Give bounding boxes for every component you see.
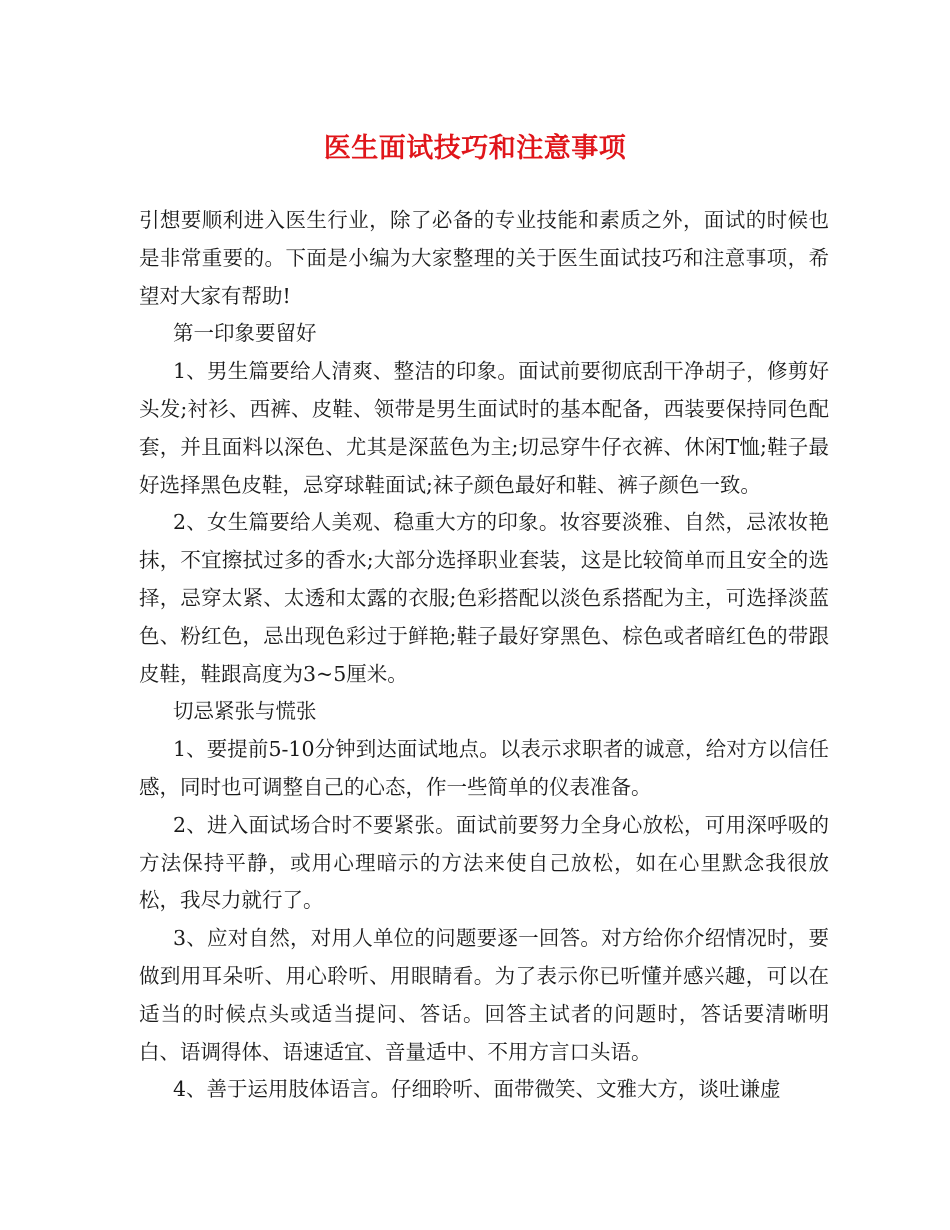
- section-heading-avoid-nervousness: 切忌紧张与慌张: [173, 699, 317, 724]
- paragraph-female-attire: 2、女生篇要给人美观、稳重大方的印象。妆容要淡雅、自然，忌浓妆艳抹，不宜擦拭过多的香水;大部分选择职业套装，这是比较简单而且安全的选择，忌穿太紧、太透和太露的衣服;色彩搭配以淡色系搭配为主，可选择淡蓝色、粉红色，忌出现色彩过于鲜艳;鞋子最好穿黑色、棕色或者暗红色的带跟皮鞋，鞋跟高度为3~5厘米。: [139, 510, 829, 686]
- section-heading-first-impression: 第一印象要留好: [173, 321, 317, 346]
- paragraph-arrive-early: 1、要提前5-10分钟到达面试地点。以表示求职者的诚意，给对方以信任感，同时也可调整自己的心态，作一些简单的仪表准备。: [139, 737, 829, 799]
- document-body: [139, 202, 829, 1109]
- paragraph-male-attire: 1、男生篇要给人清爽、整洁的印象。面试前要彻底刮干净胡子，修剪好头发;衬衫、西裤、皮鞋、领带是男生面试时的基本配备，西装要保持同色配套，并且面料以深色、尤其是深蓝色为主;切忌穿牛仔衣裤、休闲T恤;鞋子最好选择黑色皮鞋，忌穿球鞋面试;袜子颜色最好和鞋、裤子颜色一致。: [139, 359, 829, 497]
- paragraph-stay-calm: 2、进入面试场合时不要紧张。面试前要努力全身心放松，可用深呼吸的方法保持平静，或用心理暗示的方法来使自己放松，如在心里默念我很放松，我尽力就行了。: [139, 812, 829, 913]
- document-title: 医生面试技巧和注意事项: [323, 133, 627, 164]
- paragraph-respond-naturally: 3、应对自然，对用人单位的问题要逐一回答。对方给你介绍情况时，要做到用耳朵听、用心聆听、用眼睛看。为了表示你已听懂并感兴趣，可以在适当的时候点头或适当提问、答话。回答主试者的问题时，答话要清晰明白、语调得体、语速适宜、音量适中、不用方言口头语。: [139, 926, 829, 1064]
- paragraph-body-language: 4、善于运用肢体语言。仔细聆听、面带微笑、文雅大方，谈吐谦虚: [173, 1077, 781, 1102]
- intro-paragraph: 引想要顺利进入医生行业，除了必备的专业技能和素质之外，面试的时候也是非常重要的。下面是小编为大家整理的关于医生面试技巧和注意事项，希望对大家有帮助!: [139, 208, 829, 308]
